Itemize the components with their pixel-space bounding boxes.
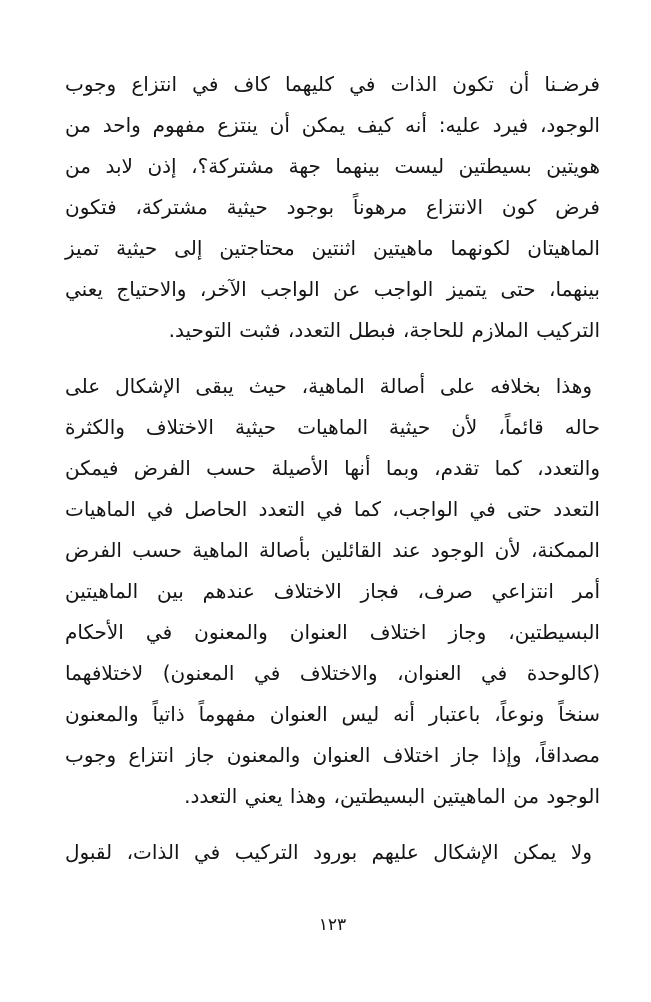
text-line: ولا يمكن الإشكال عليهم بورود التركيب في الذات، لقبول [65, 840, 592, 864]
text-line: الماهيتان لكونهما ماهيتين اثنتين محتاجتين إلى حيثية تميز [65, 236, 600, 260]
text-line: هويتين بسيطتين ليست بينهما جهة مشتركة؟، إذن لابد من [65, 154, 600, 178]
page-text [65, 0, 600, 946]
text-line: فرض كون الانتزاع مرهوناً بوجود حيثية مشتركة، فتكون [65, 195, 600, 219]
text-line: والتعدد، كما تقدم، وبما أنها الأصيلة حسب الفرض فيمكن [65, 456, 600, 480]
text-line: التركيب الملازم للحاجة، فبطل التعدد، فثبت التوحيد. [168, 318, 600, 342]
text-line: أمر انتزاعي صرف، فجاز الاختلاف عندهم بين الماهيتين [65, 579, 600, 603]
paragraph-2 [65, 366, 600, 817]
text-line: البسيطتين، وجاز اختلاف العنوان والمعنون في الأحكام [65, 620, 600, 644]
text-line: سنخاً ونوعاً، باعتبار أنه ليس العنوان مفهوماً ذاتياً والمعنون [65, 702, 600, 726]
text-line: فرضـنا أن تكون الذات في كليهما كاف في انتزاع وجوب [65, 72, 600, 96]
text-line: الممكنة، لأن الوجود عند القائلين بأصالة الماهية حسب الفرض [65, 538, 600, 562]
paragraph-3 [65, 832, 600, 873]
text-line: بينهما، حتى يتميز الواجب عن الواجب الآخر، والاحتياج يعني [65, 277, 600, 301]
text-line: (كالوحدة في العنوان، والاختلاف في المعنون) لاختلافهما [65, 661, 600, 685]
text-line: وهذا بخلافه على أصالة الماهية، حيث يبقى الإشكال على [65, 374, 592, 398]
paragraph-1 [65, 64, 600, 351]
text-line: مصداقاً، وإذا جاز اختلاف العنوان والمعنون جاز انتزاع وجوب [65, 743, 600, 767]
text-line: حاله قائماً، لأن حيثية الماهيات حيثية الاختلاف والكثرة [65, 415, 600, 439]
text-line: التعدد حتى في الواجب، كما في التعدد الحاصل في الماهيات [65, 497, 600, 521]
page-number: ١٢٣ [318, 915, 347, 935]
text-line: الوجود من الماهيتين البسيطتين، وهذا يعني التعدد. [184, 784, 600, 808]
text-line: الوجود، فيرد عليه: أنه كيف يمكن أن ينتزع مفهوم واحد من [65, 113, 600, 137]
